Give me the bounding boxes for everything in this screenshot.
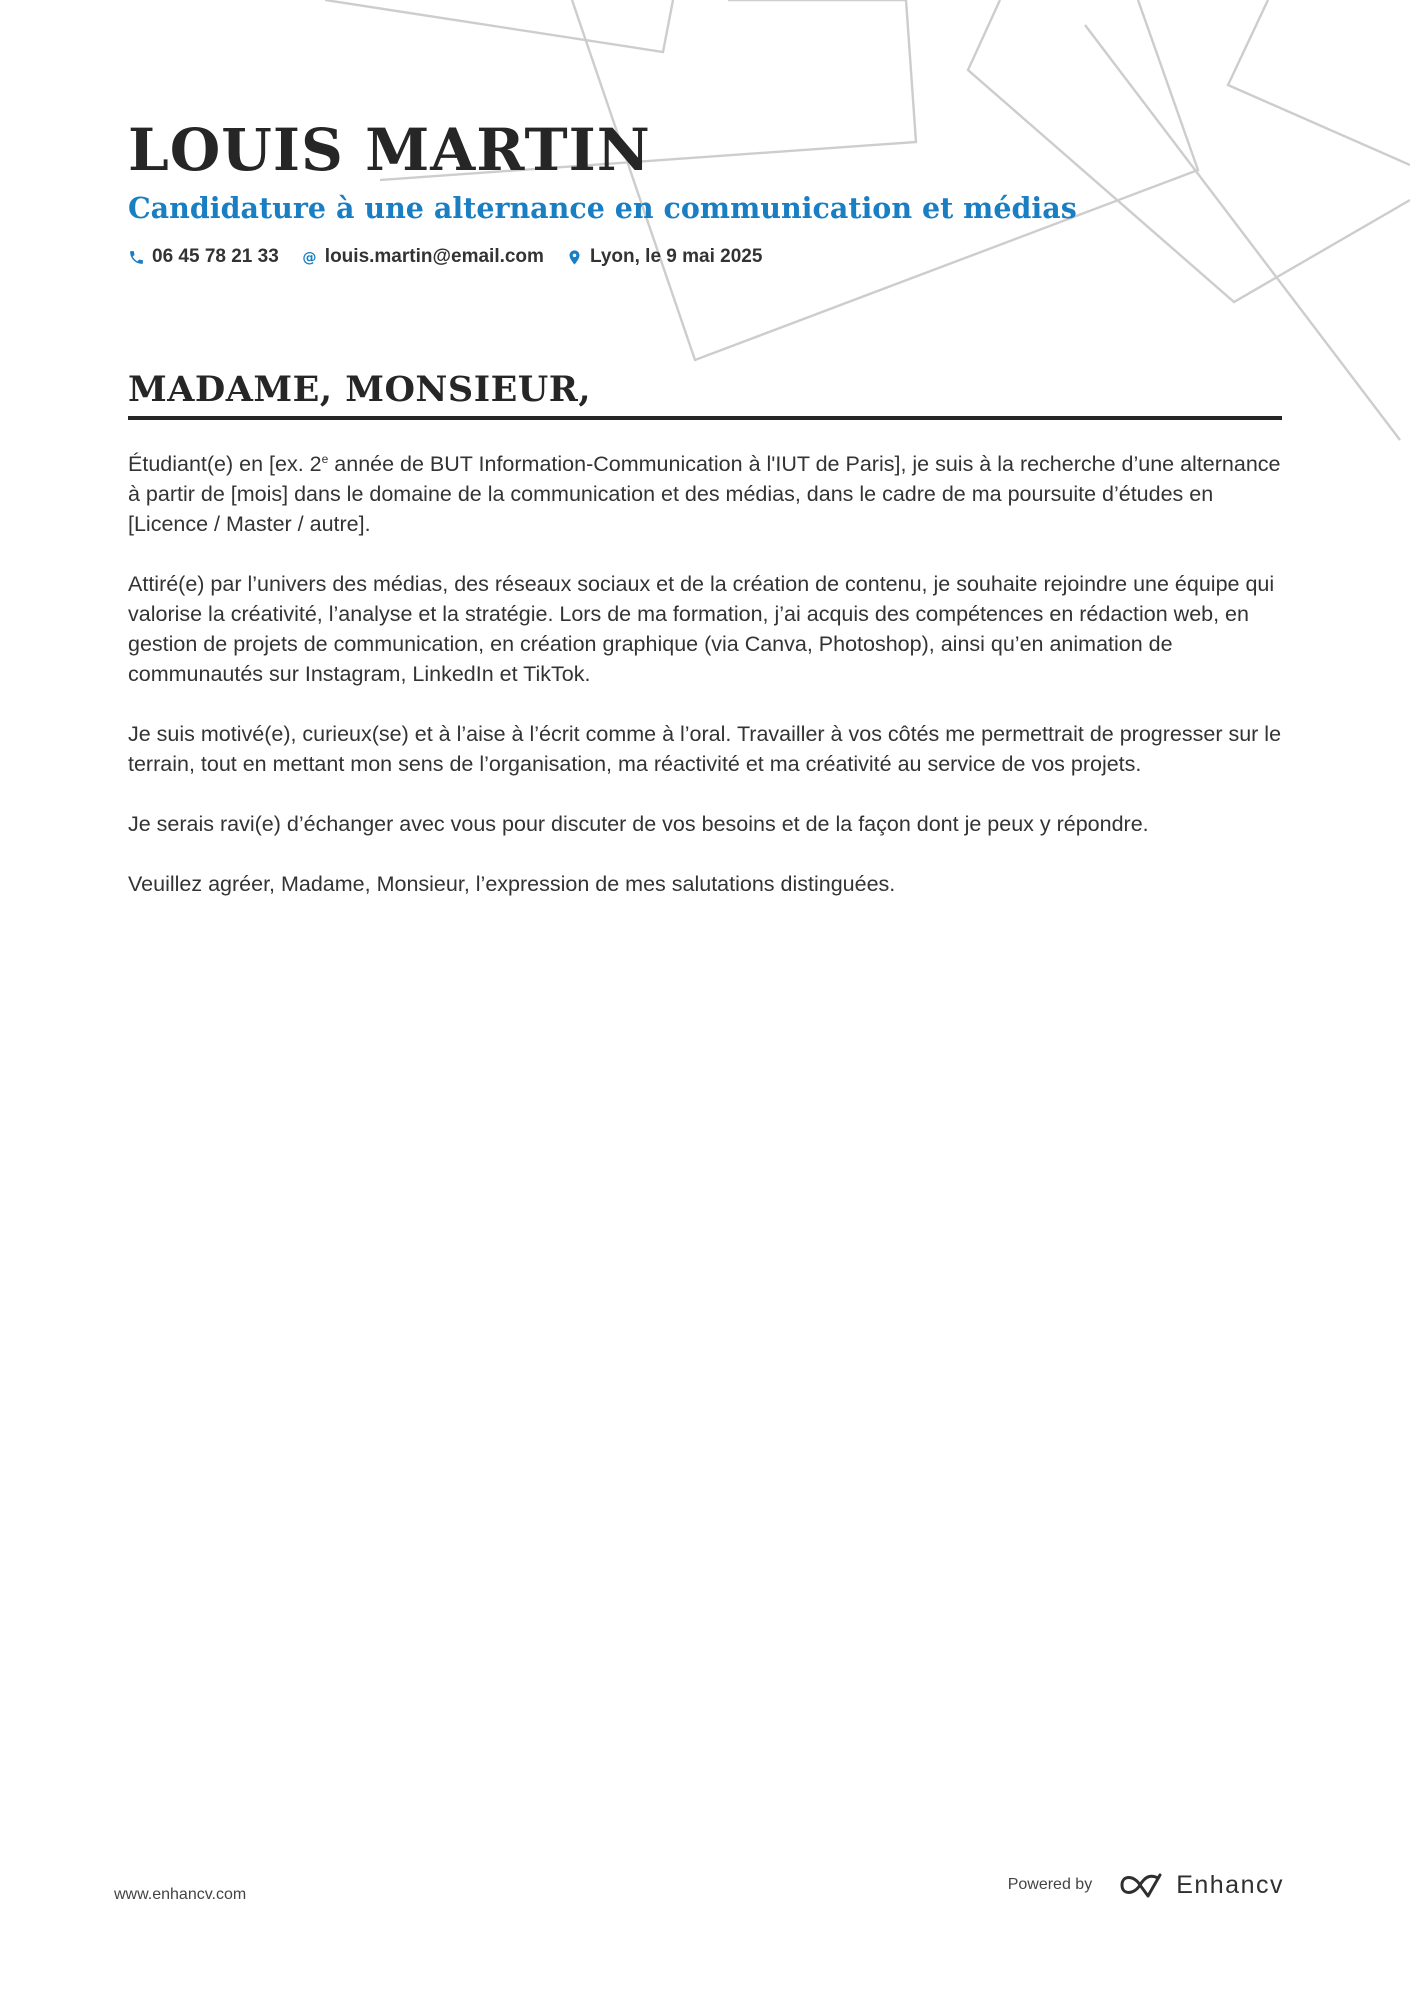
heading-divider — [128, 416, 1282, 420]
paragraph-skills: Attiré(e) par l’univers des médias, des réseaux sociaux et de la création de contenu, je souhaite rejoindre une équipe qui valorise la créativité, l’analyse et la stratégie. Lors de ma formation, j’ai acquis des compétences en rédaction web, en gestion de projets de communication, en création graphique (via Canva, Photoshop), ainsi qu’en animation de communautés sur Instagram, LinkedIn et TikTok. — [128, 572, 1275, 687]
powered-by-badge[interactable] — [1008, 1870, 1284, 1900]
enhancv-logo-icon — [1118, 1870, 1164, 1900]
application-subtitle: Candidature à une alternance en communication et médias — [128, 191, 1077, 225]
paragraph-introduction: Étudiant(e) en [ex. 2e année de BUT Information-Communication à l'IUT de Paris], je suis à la recherche d’une alternance à partir de [mois] dans le domaine de la communication et des médias, dans le cadre de ma poursuite d’études en [Licence / Master / autre]. — [128, 452, 1281, 537]
phone-icon — [128, 249, 145, 266]
salutation-heading: MADAME, MONSIEUR, — [128, 369, 592, 410]
contact-location-date — [566, 246, 763, 268]
email-address: louis.martin@email.com — [324, 246, 544, 267]
footer — [114, 1870, 1284, 1910]
header — [128, 112, 1288, 268]
at-icon — [301, 249, 318, 266]
salutation-section — [128, 366, 1282, 420]
paragraph-closing: Veuillez agréer, Madame, Monsieur, l’expression de mes salutations distinguées. — [128, 872, 896, 897]
contact-info — [128, 246, 1288, 268]
phone-number: 06 45 78 21 33 — [152, 246, 279, 267]
enhancv-brand-name: Enhancv — [1176, 1870, 1284, 1899]
applicant-name: LOUIS MARTIN — [128, 116, 651, 184]
paragraph-availability: Je serais ravi(e) d’échanger avec vous pour discuter de vos besoins et de la façon dont je peux y répondre. — [128, 812, 1149, 837]
location-and-date: Lyon, le 9 mai 2025 — [589, 246, 763, 267]
paragraph-motivation: Je suis motivé(e), curieux(se) et à l’aise à l’écrit comme à l’oral. Travailler à vos côtés me permettrait de progresser sur le terrain, tout en mettant mon sens de l’organisation, ma réactivité et ma créativité au service de vos projets. — [128, 722, 1282, 777]
contact-phone — [128, 246, 279, 268]
footer-website-link[interactable]: www.enhancv.com — [114, 1886, 247, 1903]
letter-body — [128, 444, 1288, 929]
location-pin-icon — [566, 249, 583, 266]
svg-text:@: @ — [302, 249, 317, 266]
contact-email — [301, 246, 544, 268]
powered-by-label: Powered by — [1007, 1876, 1093, 1893]
